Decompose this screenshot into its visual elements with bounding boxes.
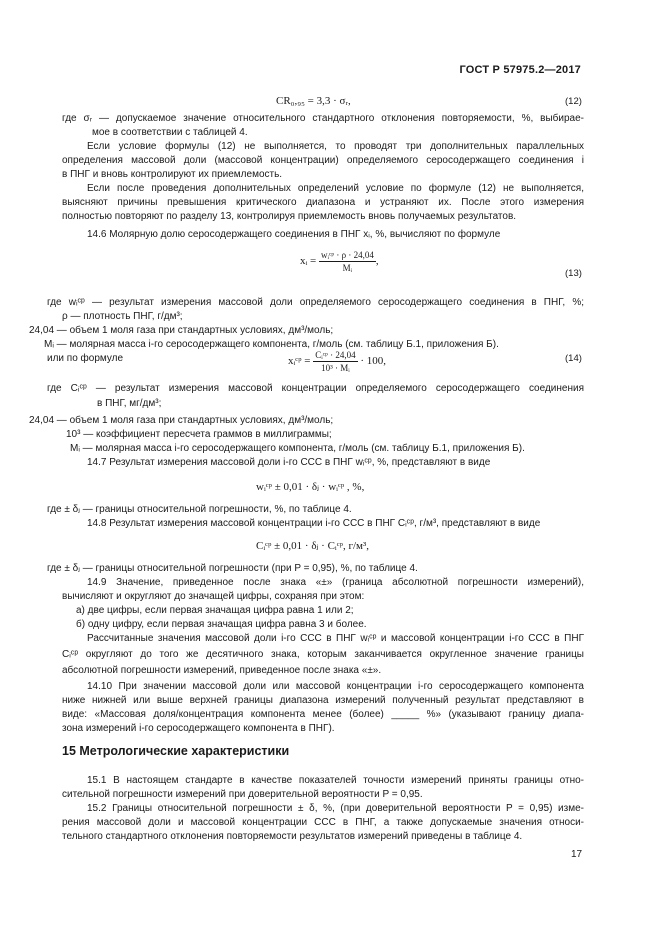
text-line: б) одну цифру, если первая значащая цифра равна 3 и более. (76, 619, 367, 630)
text-line: Cᵢᶜᵖ округляют до того же десятичного знака, которым заканчивается округленное значение границы (62, 649, 584, 660)
text-line: а) две цифры, если первая значащая цифра равна 1 или 2; (76, 605, 354, 616)
formula-mass-concentration-result: Cᵢᶜᵖ ± 0,01 · δⱼ · Cᵢᶜᵖ, г/м³, (256, 540, 370, 552)
text-line: полностью повторяют по разделу 13, контролируя приемлемость вновь получаемых результатов. (62, 211, 517, 222)
equation-number-14: (14) (565, 353, 582, 364)
text-line: зона измерений i-го серосодержащего компонента в ПНГ). (62, 723, 335, 734)
text-line: где Cᵢᶜᵖ — результат измерения массовой концентрации определяемого серосодержащего соединения (47, 383, 584, 394)
text-line: виде: «Массовая доля/концентрация компонента менее (более) _____ %» (указывают границу диапа- (62, 709, 584, 720)
text-line: 14.10 При значении массовой доли или массовой концентрации i-го серосодержащего компонента (87, 681, 584, 692)
text-line: или по формуле (47, 353, 124, 364)
text-line: определения массовой доли (массовой концентрации) определяемого серосодержащего соединения i (62, 155, 584, 166)
equation-number-13: (13) (565, 268, 582, 279)
formula-13: xᵢ = $\frac{\text{wᵢᶜᵖ · ρ · 24,04}}{\text{Mᵢ}}$ , (300, 250, 379, 273)
document-code-header: ГОСТ Р 57975.2—2017 (459, 64, 581, 76)
text-line: выясняют причины превышения критического диапазона и устраняют их. После этого измерения (62, 197, 584, 208)
text-line: Mᵢ — молярная масса i-го серосодержащего компонента, г/моль (см. таблицу Б.1, приложения Б). (70, 443, 525, 454)
text-line: где ± δⱼ — границы относительной погрешности (при P = 0,95), %, по таблице 4. (47, 563, 418, 574)
text-line: 24,04 — объем 1 моля газа при стандартных условиях, дм³/моль; (29, 415, 334, 426)
text-line: в ПНГ и вновь контролируют их приемлемость. (62, 169, 283, 180)
text-line: сительной погрешности измерений при доверительной вероятности P = 0,95. (62, 789, 423, 800)
page-number: 17 (571, 849, 583, 860)
formula-13-lhs: xᵢ = (300, 255, 317, 268)
text-line: 14.6 Молярную долю серосодержащего соединения в ПНГ xᵢ, %, вычисляют по формуле (87, 229, 501, 240)
text-line: ниже нижней или выше верхней границы диапазона измерений полученный результат представляют в (62, 695, 584, 706)
text-line: ρ — плотность ПНГ, г/дм³; (62, 311, 183, 322)
text-line: где σᵣ — допускаемое значение относительного стандартного отклонения повторяемости, %, выбирае- (62, 113, 584, 124)
text-line: 24,04 — объем 1 моля газа при стандартных условиях, дм³/моль; (29, 325, 334, 336)
text-line: где ± δⱼ — границы относительной погрешности, %, по таблице 4. (47, 504, 352, 515)
text-line: абсолютной погрешности измерений, приведенное после знака «±». (62, 665, 382, 676)
text-line: Mᵢ — молярная масса i-го серосодержащего компонента, г/моль (см. таблицу Б.1, приложения Б). (44, 339, 499, 350)
text-line: где wᵢᶜᵖ — результат измерения массовой доли определяемого серосодержащего соединения в ПНГ, %; (47, 297, 584, 308)
formula-14-lhs: xᵢᶜᵖ = (288, 355, 311, 368)
formula-14-fraction (313, 350, 357, 373)
text-line: Если условие формулы (12) не выполняется, то проводят три дополнительных параллельных (87, 141, 584, 152)
formula-14-tail: · 100, (360, 355, 386, 368)
equation-number-12: (12) (565, 96, 582, 107)
formula-14-numerator: Cᵢᶜᵖ · 24,04 (315, 350, 356, 360)
formula-13-numerator: wᵢᶜᵖ · ρ · 24,04 (321, 250, 374, 260)
text-line: 15.1 В настоящем стандарте в качестве показателей точности измерений приняты границы отно- (87, 775, 584, 786)
text-line: тельного стандартного отклонения повторяемости результатов измерений приведены в таблице 4. (62, 831, 523, 842)
text-line: 14.9 Значение, приведенное после знака «±» (граница абсолютной погрешности измерений), (87, 577, 584, 588)
formula-12: CR₀,₉₅ = 3,3 · σᵣ, (276, 95, 351, 107)
formula-14 (288, 350, 386, 373)
text-line: в ПНГ, мг/дм³; (97, 398, 162, 409)
text-line: 14.7 Результат измерения массовой доли i-го ССС в ПНГ wᵢᶜᵖ, %, представляют в виде (87, 457, 491, 468)
text-line: Если после проведения дополнительных определений условие по формуле (12) не выполняется, (87, 183, 584, 194)
formula-13-denominator: Mᵢ (342, 263, 353, 273)
text-line: мое в соответствии с таблицей 4. (92, 127, 248, 138)
text-line: вычисляют и округляют до значащей цифры, сохраняя при этом: (62, 591, 365, 602)
formula-14-denominator: 10³ · Mᵢ (321, 363, 350, 373)
text-line: 10³ — коэффициент пересчета граммов в миллиграммы; (66, 429, 332, 440)
text-line: Рассчитанные значения массовой доли i-го ССС в ПНГ wᵢᶜᵖ и массовой концентрации i-го ССС в ПНГ (87, 633, 584, 644)
text-line: рения массовой доли и массовой концентрации ССС в ПНГ, а также допускаемые значения относи- (62, 817, 584, 828)
text-line: 14.8 Результат измерения массовой концентрации i-го ССС в ПНГ Cᵢᶜᵖ, г/м³, представляют в виде (87, 518, 541, 529)
formula-13-fraction (319, 250, 376, 273)
text-line: 15.2 Границы относительной погрешности ± δ, %, (при доверительной вероятности P = 0,95) изме- (87, 803, 584, 814)
formula-mass-fraction-result: wᵢᶜᵖ ± 0,01 · δⱼ · wᵢᶜᵖ , %, (256, 481, 365, 493)
section-heading-15: 15 Метрологические характеристики (62, 744, 290, 758)
